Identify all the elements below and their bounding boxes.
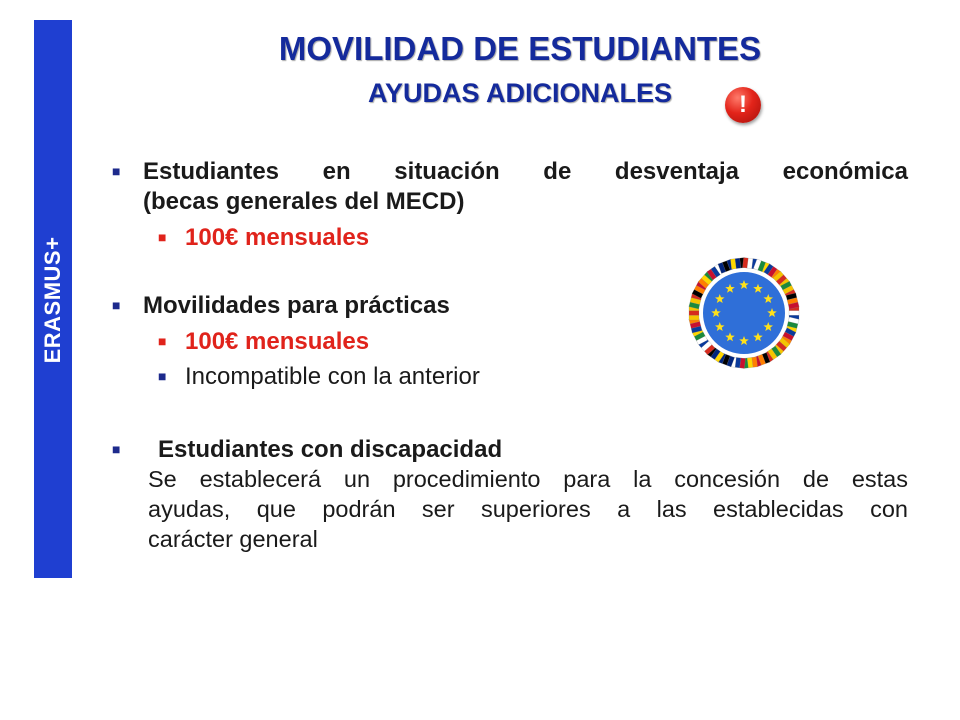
section-2-item-2: Incompatible con la anterior	[185, 363, 480, 390]
section-3-heading: Estudiantes con discapacidad	[158, 436, 503, 463]
section-1-item-1: 100€ mensuales	[185, 224, 370, 251]
eu-flags-ring-icon	[684, 253, 804, 373]
paragraph-line: carácter general	[148, 526, 318, 552]
paragraph-line: ayudas, que podrán ser superiores a las establecidas con	[148, 496, 908, 522]
page-subtitle: AYUDAS ADICIONALES	[367, 78, 673, 108]
paragraph-line: Se establecerá un procedimiento para la concesión de estas	[148, 466, 908, 492]
square-bullet-icon: ■	[112, 163, 121, 179]
section-2-item-1: 100€ mensuales	[185, 328, 370, 355]
section-2-heading: Movilidades para prácticas	[143, 292, 450, 319]
square-bullet-icon: ■	[158, 368, 167, 384]
sidebar-label: ERASMUS+	[40, 236, 65, 364]
square-bullet-icon: ■	[112, 441, 121, 457]
exclamation-icon: !	[725, 87, 761, 123]
section-1-heading-line-2: (becas generales del MECD)	[143, 188, 465, 215]
section-3-paragraph	[148, 466, 908, 556]
square-bullet-icon: ■	[158, 229, 167, 245]
page-title: MOVILIDAD DE ESTUDIANTES	[278, 30, 762, 67]
square-bullet-icon: ■	[112, 297, 121, 313]
section-1-heading-line-1: Estudiantes en situación de desventaja económica	[143, 158, 908, 185]
square-bullet-icon: ■	[158, 333, 167, 349]
